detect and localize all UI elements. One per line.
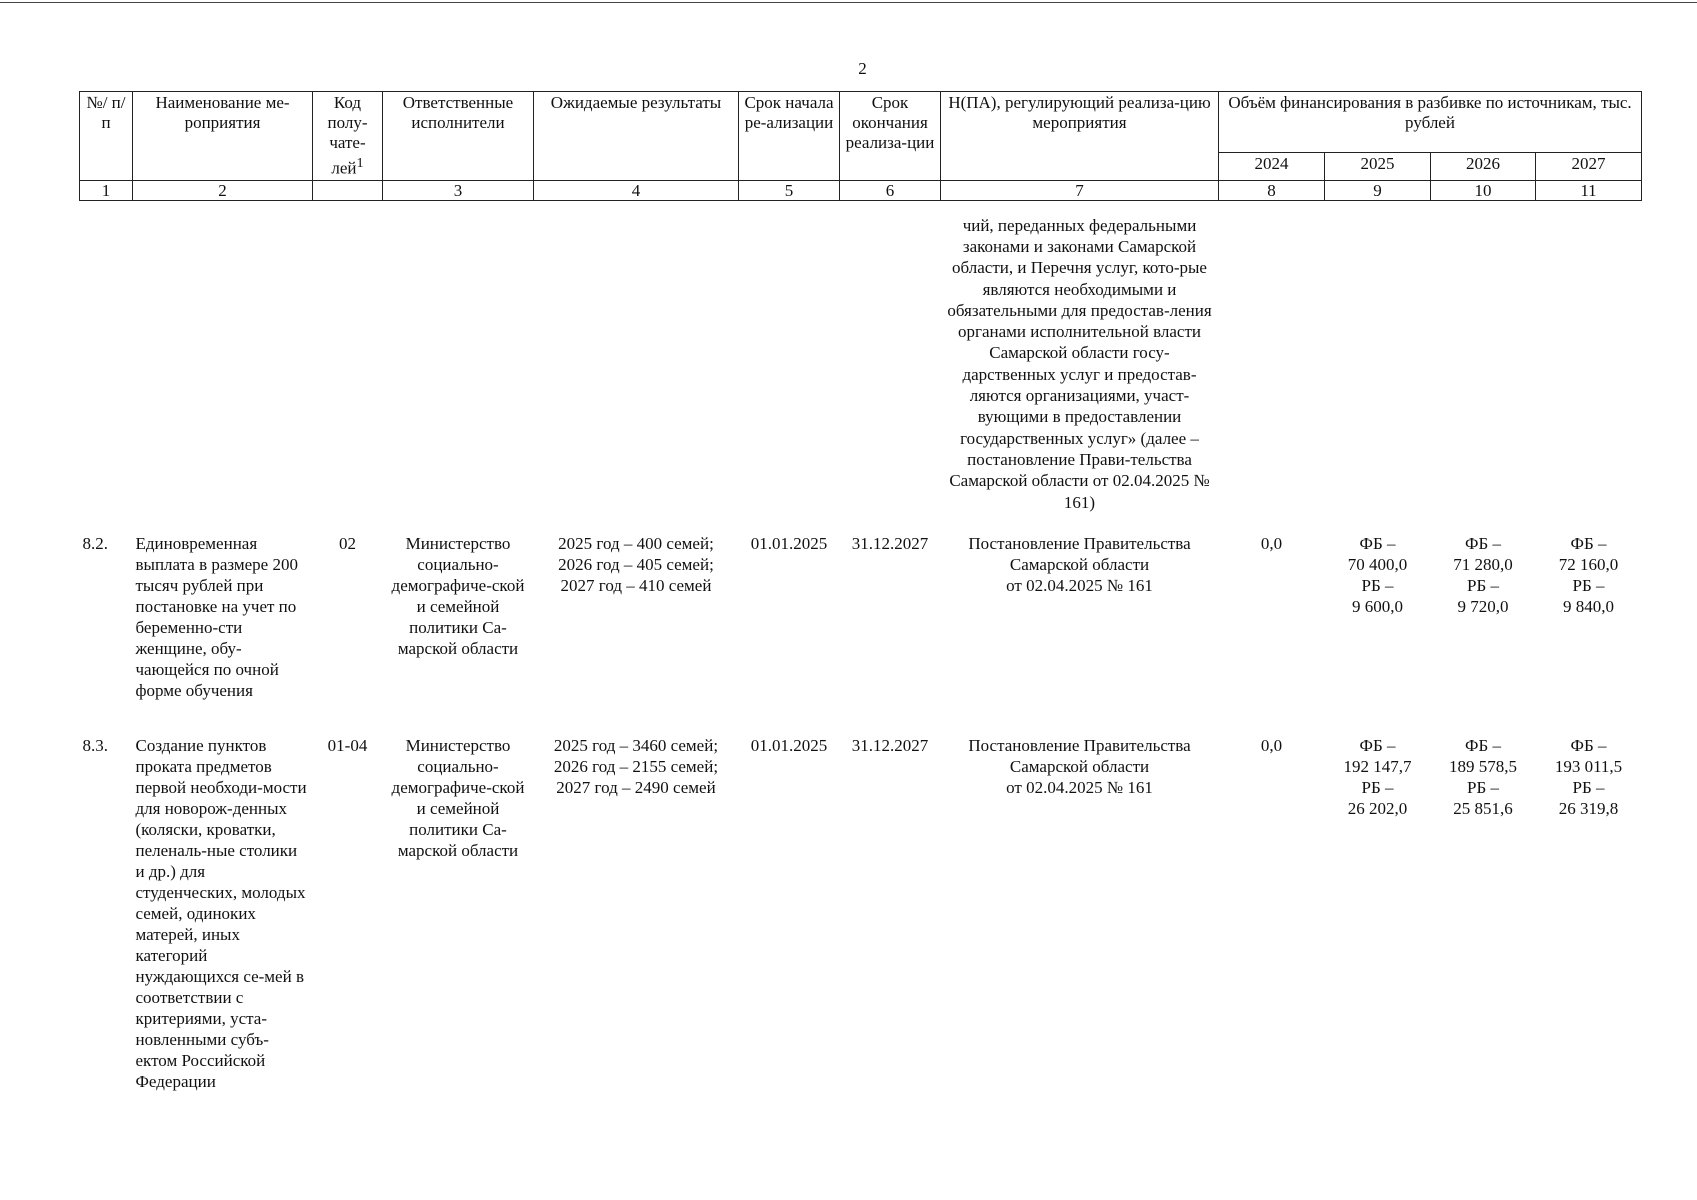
finance-line: ФБ – [1359,735,1396,755]
finance-line: ФБ – [1359,533,1396,553]
finance-line: 72 160,0 [1558,554,1619,574]
finance-line: 70 400,0 [1347,554,1408,574]
page-number: 2 [858,59,867,78]
npa-line: Самарской области [1009,756,1150,776]
header-row [80,92,1642,153]
finance-line: ФБ – [1465,735,1501,755]
finance-line: РБ – [1361,575,1394,595]
npa-continuation-text: чий, переданных федеральными законами и законами Самарской области, и Перечня услуг, кото-рые являются необходимыми и обязательными для предостав-ления органами исполнительной власти Самарской области госу-дарственных услуг и предостав-ляются организациями, участ-вующими в предоставлении государственных услуг» (далее – постановление Прави-тельства Самарской области от 02.04.2025 № 161) [947,215,1212,512]
expected-results [534,725,739,1092]
header-code-text: Код полу-чате-лей [327,93,368,178]
finance-line: ФБ – [1465,533,1501,553]
finance-2024: 0,0 [1260,533,1283,553]
npa-line: Постановление Правительства [968,533,1191,553]
finance-2027 [1536,725,1642,1092]
header-finance: Объём финансирования в разбивке по источникам, тыс. рублей [1219,92,1642,153]
header-year-2025: 2025 [1325,153,1431,181]
header-code-footnote: 1 [356,155,364,171]
measure-name: Единовременная выплата в размере 200 тысяч рублей при постановке на учет по беременно-сти женщине, обу-чающейся по очной форме обучения [135,533,298,700]
npa-reference [941,523,1219,725]
npa-reference [941,725,1219,1092]
table-row [80,725,1642,1092]
colnum-1: 1 [80,180,133,200]
result-line: 2027 год – 410 семей [560,575,712,595]
finance-2026 [1431,523,1536,725]
result-line: 2027 год – 2490 семей [556,777,716,797]
finance-line: РБ – [1572,575,1605,595]
header-year-2024: 2024 [1219,153,1325,181]
top-scan-line [0,2,1697,3]
colnum-6: 6 [840,180,941,200]
finance-line: 26 319,8 [1558,798,1619,818]
header-npa: Н(ПА), регулирующий реализа-цию мероприятия [941,92,1219,181]
finance-2024: 0,0 [1260,735,1283,755]
colnum-10: 10 [1431,180,1536,200]
finance-line: 71 280,0 [1453,554,1513,574]
start-date: 01.01.2025 [750,735,828,755]
finance-line: РБ – [1467,777,1499,797]
finance-line: 192 147,7 [1343,756,1412,776]
finance-line: 9 720,0 [1457,596,1509,616]
colnum-code [313,180,383,200]
colnum-9: 9 [1325,180,1431,200]
row-number: 8.2. [82,533,108,553]
finance-2027 [1536,523,1642,725]
finance-line: 9 840,0 [1563,596,1614,616]
end-date: 31.12.2027 [851,735,929,755]
npa-line: от 02.04.2025 № 161 [1006,575,1153,595]
expected-results [534,523,739,725]
result-line: 2025 год – 400 семей; [558,533,714,553]
result-line: 2026 год – 405 семей; [558,554,714,574]
colnum-5: 5 [739,180,840,200]
npa-line: от 02.04.2025 № 161 [1006,777,1153,797]
result-line: 2026 год – 2155 семей; [553,756,719,776]
result-line: 2025 год – 3460 семей; [553,735,719,755]
colnum-4: 4 [534,180,739,200]
header-no: №/ п/п [80,92,133,181]
measure-name: Создание пунктов проката предметов первой необходи-мости для новорож-денных (коляски, кроватки, пеленаль-ные столики и др.) для студенческих, молодых семей, одиноких матерей, иных категорий нуждающихся се-мей в соответствии с критериями, уста-новленными субъ-ектом Российской Федерации [135,735,307,1091]
npa-line: Постановление Правительства [968,735,1191,755]
responsible-executor: Министерство социально-демографиче-ской и семейной политики Са-марской области [391,533,525,658]
header-code [313,92,383,181]
finance-line: 189 578,5 [1449,756,1517,776]
finance-line: ФБ – [1570,533,1607,553]
colnum-8: 8 [1219,180,1325,200]
finance-line: РБ – [1467,575,1499,595]
header-year-2026: 2026 [1431,153,1536,181]
colnum-3: 3 [383,180,534,200]
finance-line: ФБ – [1570,735,1607,755]
recipient-code: 02 [339,533,356,553]
finance-line: РБ – [1572,777,1605,797]
header-year-2027: 2027 [1536,153,1642,181]
finance-line: 26 202,0 [1347,798,1408,818]
continuation-row [80,200,1642,523]
header-end: Срок окончания реализа-ции [840,92,941,181]
responsible-executor: Министерство социально-демографиче-ской и семейной политики Са-марской области [391,735,525,860]
row-number: 8.3. [82,735,108,755]
finance-2025 [1325,725,1431,1092]
finance-line: 193 011,5 [1554,756,1623,776]
header-name: Наименование ме-роприятия [133,92,313,181]
colnum-11: 11 [1536,180,1642,200]
colnum-7: 7 [941,180,1219,200]
header-executors: Ответственные исполнители [383,92,534,181]
recipient-code: 01-04 [327,735,368,755]
finance-line: РБ – [1361,777,1394,797]
end-date: 31.12.2027 [851,533,929,553]
header-results: Ожидаемые результаты [534,92,739,181]
table-row [80,523,1642,725]
npa-line: Самарской области [1009,554,1150,574]
finance-2025 [1325,523,1431,725]
finance-line: 25 851,6 [1453,798,1513,818]
header-start: Срок начала ре-ализации [739,92,840,181]
finance-line: 9 600,0 [1352,596,1403,616]
measures-table [79,91,1642,1092]
colnum-2: 2 [133,180,313,200]
finance-2026 [1431,725,1536,1092]
start-date: 01.01.2025 [750,533,828,553]
column-number-row [80,180,1642,200]
